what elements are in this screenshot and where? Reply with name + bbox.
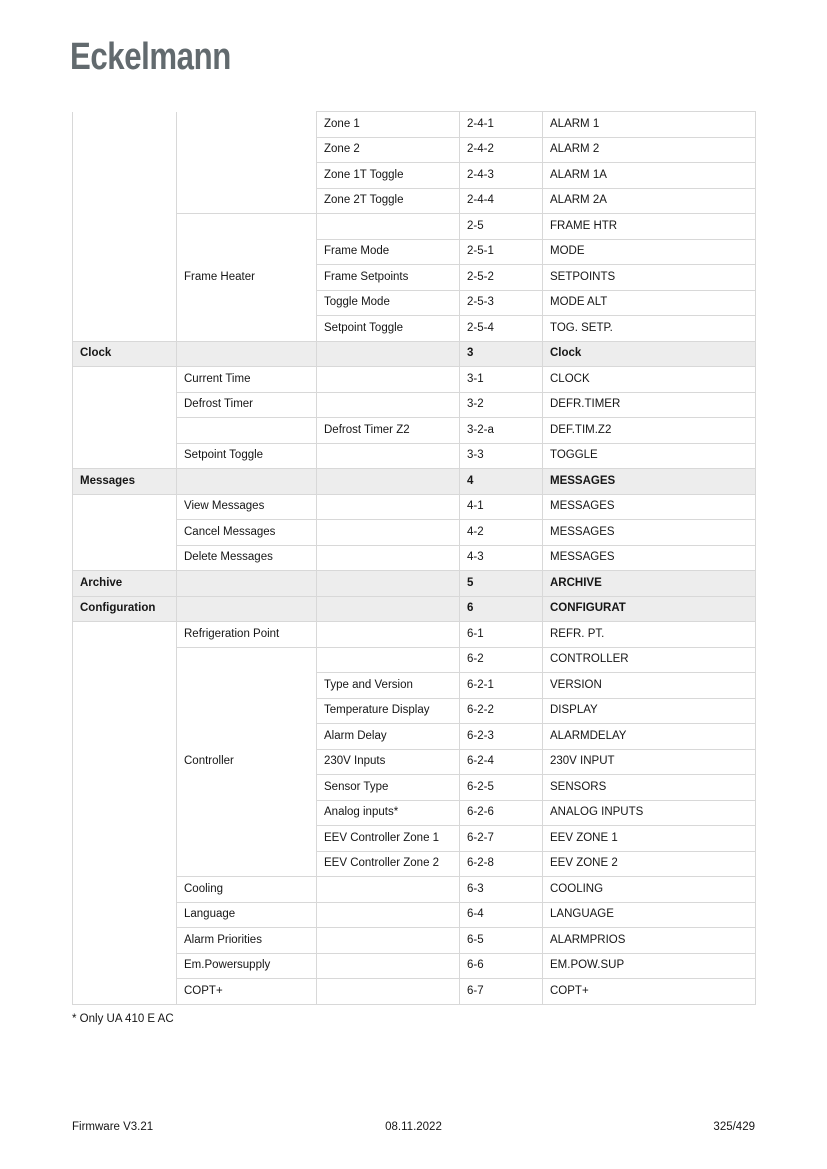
menu-level-3-cell: Type and Version	[317, 673, 460, 699]
menu-level-3-cell: Zone 2T Toggle	[317, 188, 460, 214]
table-row	[73, 367, 756, 393]
menu-level-3-cell: Frame Mode	[317, 239, 460, 265]
menu-level-3-cell	[317, 622, 460, 648]
menu-number-cell: 2-5-2	[460, 265, 543, 291]
menu-number-cell: 6-3	[460, 877, 543, 903]
menu-number-cell: 3-2-a	[460, 418, 543, 444]
display-text-cell: ALARMPRIOS	[543, 928, 756, 954]
display-text-cell: FRAME HTR	[543, 214, 756, 240]
menu-level-2-cell	[177, 418, 317, 444]
display-text-cell: MODE ALT	[543, 290, 756, 316]
menu-level-2-cell: Alarm Priorities	[177, 928, 317, 954]
menu-level-2-cell: Em.Powersupply	[177, 953, 317, 979]
menu-level-3-cell	[317, 341, 460, 367]
menu-level-2-cell: Frame Heater	[177, 214, 317, 342]
menu-level-2-cell: View Messages	[177, 494, 317, 520]
display-text-cell: DISPLAY	[543, 698, 756, 724]
menu-level-3-cell	[317, 545, 460, 571]
menu-level-1-cell: Archive	[73, 571, 177, 597]
display-text-cell: SENSORS	[543, 775, 756, 801]
menu-level-3-cell	[317, 367, 460, 393]
menu-level-2-cell: Delete Messages	[177, 545, 317, 571]
menu-level-3-cell: 230V Inputs	[317, 749, 460, 775]
menu-level-2-cell: Refrigeration Point	[177, 622, 317, 648]
display-text-cell: CLOCK	[543, 367, 756, 393]
display-text-cell: MESSAGES	[543, 469, 756, 495]
menu-number-cell: 6-6	[460, 953, 543, 979]
menu-number-cell: 2-5-3	[460, 290, 543, 316]
menu-level-1-cell	[73, 112, 177, 342]
footer-date: 08.11.2022	[385, 1121, 442, 1133]
table-row	[73, 494, 756, 520]
menu-level-2-cell: Defrost Timer	[177, 392, 317, 418]
menu-number-cell: 3	[460, 341, 543, 367]
menu-number-cell: 2-5	[460, 214, 543, 240]
menu-number-cell: 6-2-5	[460, 775, 543, 801]
menu-level-3-cell: Alarm Delay	[317, 724, 460, 750]
menu-level-2-cell	[177, 571, 317, 597]
menu-number-cell: 2-4-4	[460, 188, 543, 214]
menu-level-3-cell: Zone 1T Toggle	[317, 163, 460, 189]
menu-number-cell: 6-2-7	[460, 826, 543, 852]
footer-firmware-version: Firmware V3.21	[72, 1121, 154, 1133]
menu-level-3-cell: Toggle Mode	[317, 290, 460, 316]
menu-level-3-cell	[317, 647, 460, 673]
menu-number-cell: 2-5-1	[460, 239, 543, 265]
menu-number-cell: 4	[460, 469, 543, 495]
display-text-cell: MESSAGES	[543, 494, 756, 520]
menu-number-cell: 4-2	[460, 520, 543, 546]
display-text-cell: COPT+	[543, 979, 756, 1005]
menu-level-3-cell: EEV Controller Zone 2	[317, 851, 460, 877]
menu-number-cell: 6-5	[460, 928, 543, 954]
section-row	[73, 469, 756, 495]
table-row	[73, 622, 756, 648]
menu-level-3-cell	[317, 443, 460, 469]
display-text-cell: TOG. SETP.	[543, 316, 756, 342]
menu-level-3-cell: Defrost Timer Z2	[317, 418, 460, 444]
menu-level-3-cell: EEV Controller Zone 1	[317, 826, 460, 852]
menu-level-2-cell	[177, 341, 317, 367]
display-text-cell: ARCHIVE	[543, 571, 756, 597]
display-text-cell: EEV ZONE 2	[543, 851, 756, 877]
display-text-cell: DEF.TIM.Z2	[543, 418, 756, 444]
menu-number-cell: 5	[460, 571, 543, 597]
display-text-cell: MODE	[543, 239, 756, 265]
eckelmann-logo: Eckelmann	[70, 36, 231, 78]
footnote: * Only UA 410 E AC	[72, 1013, 174, 1025]
display-text-cell: CONFIGURAT	[543, 596, 756, 622]
menu-level-2-cell: Cancel Messages	[177, 520, 317, 546]
menu-number-cell: 6-1	[460, 622, 543, 648]
menu-level-3-cell	[317, 571, 460, 597]
menu-level-1-cell	[73, 622, 177, 1005]
display-text-cell: ALARM 1	[543, 112, 756, 138]
display-text-cell: CONTROLLER	[543, 647, 756, 673]
display-text-cell: DEFR.TIMER	[543, 392, 756, 418]
display-text-cell: 230V INPUT	[543, 749, 756, 775]
menu-level-3-cell: Setpoint Toggle	[317, 316, 460, 342]
menu-number-cell: 3-1	[460, 367, 543, 393]
menu-level-3-cell: Frame Setpoints	[317, 265, 460, 291]
menu-number-cell: 4-1	[460, 494, 543, 520]
display-text-cell: EEV ZONE 1	[543, 826, 756, 852]
menu-level-3-cell: Zone 2	[317, 137, 460, 163]
menu-level-2-cell	[177, 469, 317, 495]
menu-number-cell: 2-4-2	[460, 137, 543, 163]
menu-number-cell: 6-2-2	[460, 698, 543, 724]
menu-level-1-cell: Clock	[73, 341, 177, 367]
section-row	[73, 571, 756, 597]
menu-number-cell: 2-4-3	[460, 163, 543, 189]
menu-level-2-cell: Language	[177, 902, 317, 928]
menu-level-1-cell	[73, 367, 177, 469]
display-text-cell: ALARM 2A	[543, 188, 756, 214]
table-row	[73, 112, 756, 138]
display-text-cell: SETPOINTS	[543, 265, 756, 291]
menu-level-3-cell: Sensor Type	[317, 775, 460, 801]
menu-level-3-cell	[317, 469, 460, 495]
menu-level-1-cell: Configuration	[73, 596, 177, 622]
menu-level-3-cell: Zone 1	[317, 112, 460, 138]
menu-level-3-cell	[317, 953, 460, 979]
menu-level-3-cell	[317, 392, 460, 418]
display-text-cell: ALARM 1A	[543, 163, 756, 189]
menu-level-2-cell: COPT+	[177, 979, 317, 1005]
menu-number-cell: 6	[460, 596, 543, 622]
menu-level-3-cell	[317, 902, 460, 928]
menu-number-cell: 4-3	[460, 545, 543, 571]
menu-level-3-cell	[317, 928, 460, 954]
menu-number-cell: 3-3	[460, 443, 543, 469]
menu-level-3-cell	[317, 520, 460, 546]
display-text-cell: TOGGLE	[543, 443, 756, 469]
display-text-cell: COOLING	[543, 877, 756, 903]
display-text-cell: ALARMDELAY	[543, 724, 756, 750]
menu-number-cell: 6-4	[460, 902, 543, 928]
display-text-cell: MESSAGES	[543, 520, 756, 546]
display-text-cell: LANGUAGE	[543, 902, 756, 928]
menu-number-cell: 6-7	[460, 979, 543, 1005]
menu-level-2-cell	[177, 112, 317, 214]
display-text-cell: MESSAGES	[543, 545, 756, 571]
menu-level-2-cell	[177, 596, 317, 622]
display-text-cell: Clock	[543, 341, 756, 367]
section-row	[73, 596, 756, 622]
menu-level-3-cell	[317, 214, 460, 240]
menu-level-1-cell: Messages	[73, 469, 177, 495]
menu-level-3-cell	[317, 596, 460, 622]
menu-level-3-cell: Analog inputs*	[317, 800, 460, 826]
display-text-cell: VERSION	[543, 673, 756, 699]
section-row	[73, 341, 756, 367]
menu-level-3-cell	[317, 877, 460, 903]
menu-level-2-cell: Current Time	[177, 367, 317, 393]
menu-number-cell: 6-2-4	[460, 749, 543, 775]
menu-number-cell: 2-4-1	[460, 112, 543, 138]
footer-page-number: 325/429	[713, 1121, 755, 1133]
menu-level-2-cell: Cooling	[177, 877, 317, 903]
display-text-cell: ANALOG INPUTS	[543, 800, 756, 826]
menu-level-3-cell: Temperature Display	[317, 698, 460, 724]
menu-level-2-cell: Controller	[177, 647, 317, 877]
menu-level-2-cell: Setpoint Toggle	[177, 443, 317, 469]
menu-number-cell: 3-2	[460, 392, 543, 418]
menu-number-cell: 6-2-6	[460, 800, 543, 826]
menu-number-cell: 6-2-8	[460, 851, 543, 877]
menu-level-1-cell	[73, 494, 177, 571]
menu-number-cell: 6-2-3	[460, 724, 543, 750]
menu-number-cell: 6-2	[460, 647, 543, 673]
menu-number-cell: 6-2-1	[460, 673, 543, 699]
menu-number-cell: 2-5-4	[460, 316, 543, 342]
display-text-cell: ALARM 2	[543, 137, 756, 163]
display-text-cell: REFR. PT.	[543, 622, 756, 648]
menu-level-3-cell	[317, 979, 460, 1005]
menu-level-3-cell	[317, 494, 460, 520]
display-text-cell: EM.POW.SUP	[543, 953, 756, 979]
menu-structure-table	[72, 111, 756, 1005]
